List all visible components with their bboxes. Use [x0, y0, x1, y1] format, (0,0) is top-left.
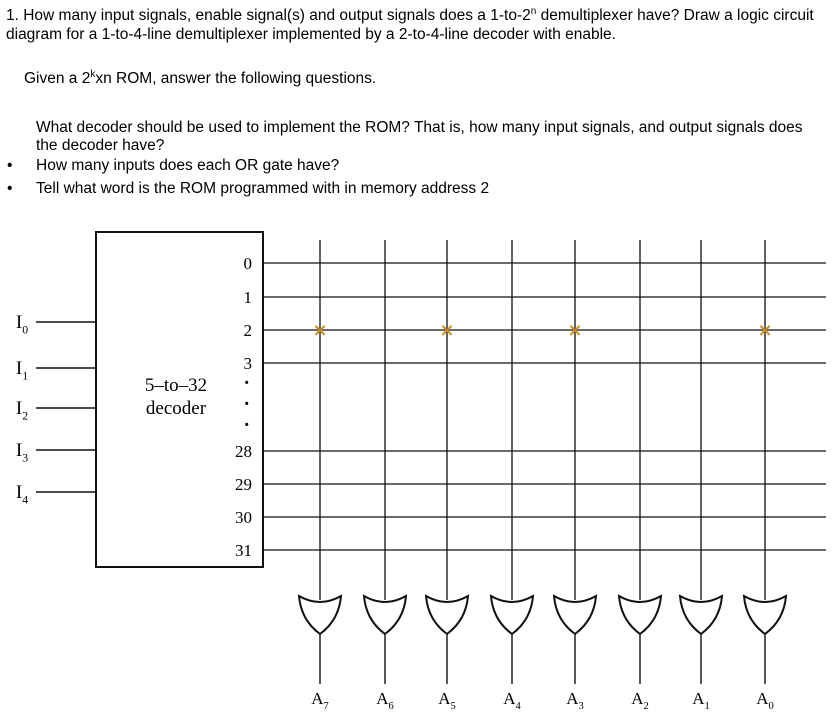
input-label-4: $I_4$ — [15, 482, 29, 507]
question-1-sup: n — [530, 6, 537, 17]
or-gate-7 — [744, 596, 786, 634]
given-sup: k — [90, 69, 96, 80]
or-gate-6 — [680, 596, 722, 634]
or-gate-2 — [426, 596, 468, 634]
or-gate-4 — [554, 596, 596, 634]
output-index-2: 2 — [243, 321, 252, 340]
bullet-icon: • — [7, 180, 13, 197]
question-2-item-3-text: Tell what word is the ROM programmed with in memory address 2 — [36, 180, 490, 197]
input-label-0: $I_0$ — [15, 312, 29, 337]
or-gate-input-columns — [320, 240, 765, 600]
question-1-part2: demultiplexer have? Draw a logic circuit diagram for a 1-to-4-line demultiplexer implemented by a 2-to-4-line decoder with enable. — [6, 7, 814, 43]
output-index-29: 29 — [235, 475, 252, 494]
connection-mark-icon: × — [439, 320, 455, 341]
output-label-A3: $A_3$ — [566, 689, 584, 712]
output-index-31: 31 — [235, 541, 252, 560]
or-gates — [299, 596, 786, 712]
output-label-A7: $A_7$ — [311, 689, 329, 712]
input-label-2: $I_2$ — [15, 398, 29, 423]
output-index-3: 3 — [243, 354, 252, 373]
given-post: xn ROM, answer the following questions. — [95, 70, 377, 87]
or-gate-1 — [364, 596, 406, 634]
or-gate-5 — [619, 596, 661, 634]
output-label-A5: $A_5$ — [438, 689, 456, 712]
decoder-output-lines — [235, 254, 826, 560]
output-label-A0: $A_0$ — [756, 689, 774, 712]
connection-mark-icon: × — [567, 320, 583, 341]
or-gate-0 — [299, 596, 341, 634]
output-index-30: 30 — [235, 508, 252, 527]
ellipsis-dot: · — [243, 393, 250, 415]
ellipsis-dot: · — [243, 414, 250, 436]
input-label-1: $I_1$ — [15, 358, 29, 383]
question-2-item-2-text: How many inputs does each OR gate have? — [36, 157, 340, 174]
output-label-A2: $A_2$ — [631, 689, 649, 712]
connection-mark-icon: × — [312, 320, 328, 341]
output-index-0: 0 — [243, 254, 252, 273]
question-2-item-1: What decoder should be used to implement the ROM? That is, how many input signals, and output signals does the decoder have? — [36, 119, 803, 154]
decoder-inputs — [16, 312, 96, 506]
input-label-3: $I_3$ — [15, 440, 29, 465]
ellipsis-dot: · — [243, 372, 250, 394]
connection-mark-icon: × — [757, 320, 773, 341]
given-pre: Given a 2 — [24, 70, 91, 87]
output-label-A6: $A_6$ — [376, 689, 394, 712]
output-index-28: 28 — [235, 442, 252, 461]
output-label-A4: $A_4$ — [503, 689, 521, 712]
decoder-label-line1: 5–to–32 — [144, 375, 208, 396]
question-1-part1: 1. How many input signals, enable signal(s) and output signals does a 1-to-2 — [6, 7, 531, 24]
or-gate-3 — [491, 596, 533, 634]
decoder-label-line2: decoder — [145, 398, 207, 419]
output-label-A1: $A_1$ — [692, 689, 710, 712]
output-index-1: 1 — [243, 288, 252, 307]
bullet-icon: • — [7, 157, 13, 174]
